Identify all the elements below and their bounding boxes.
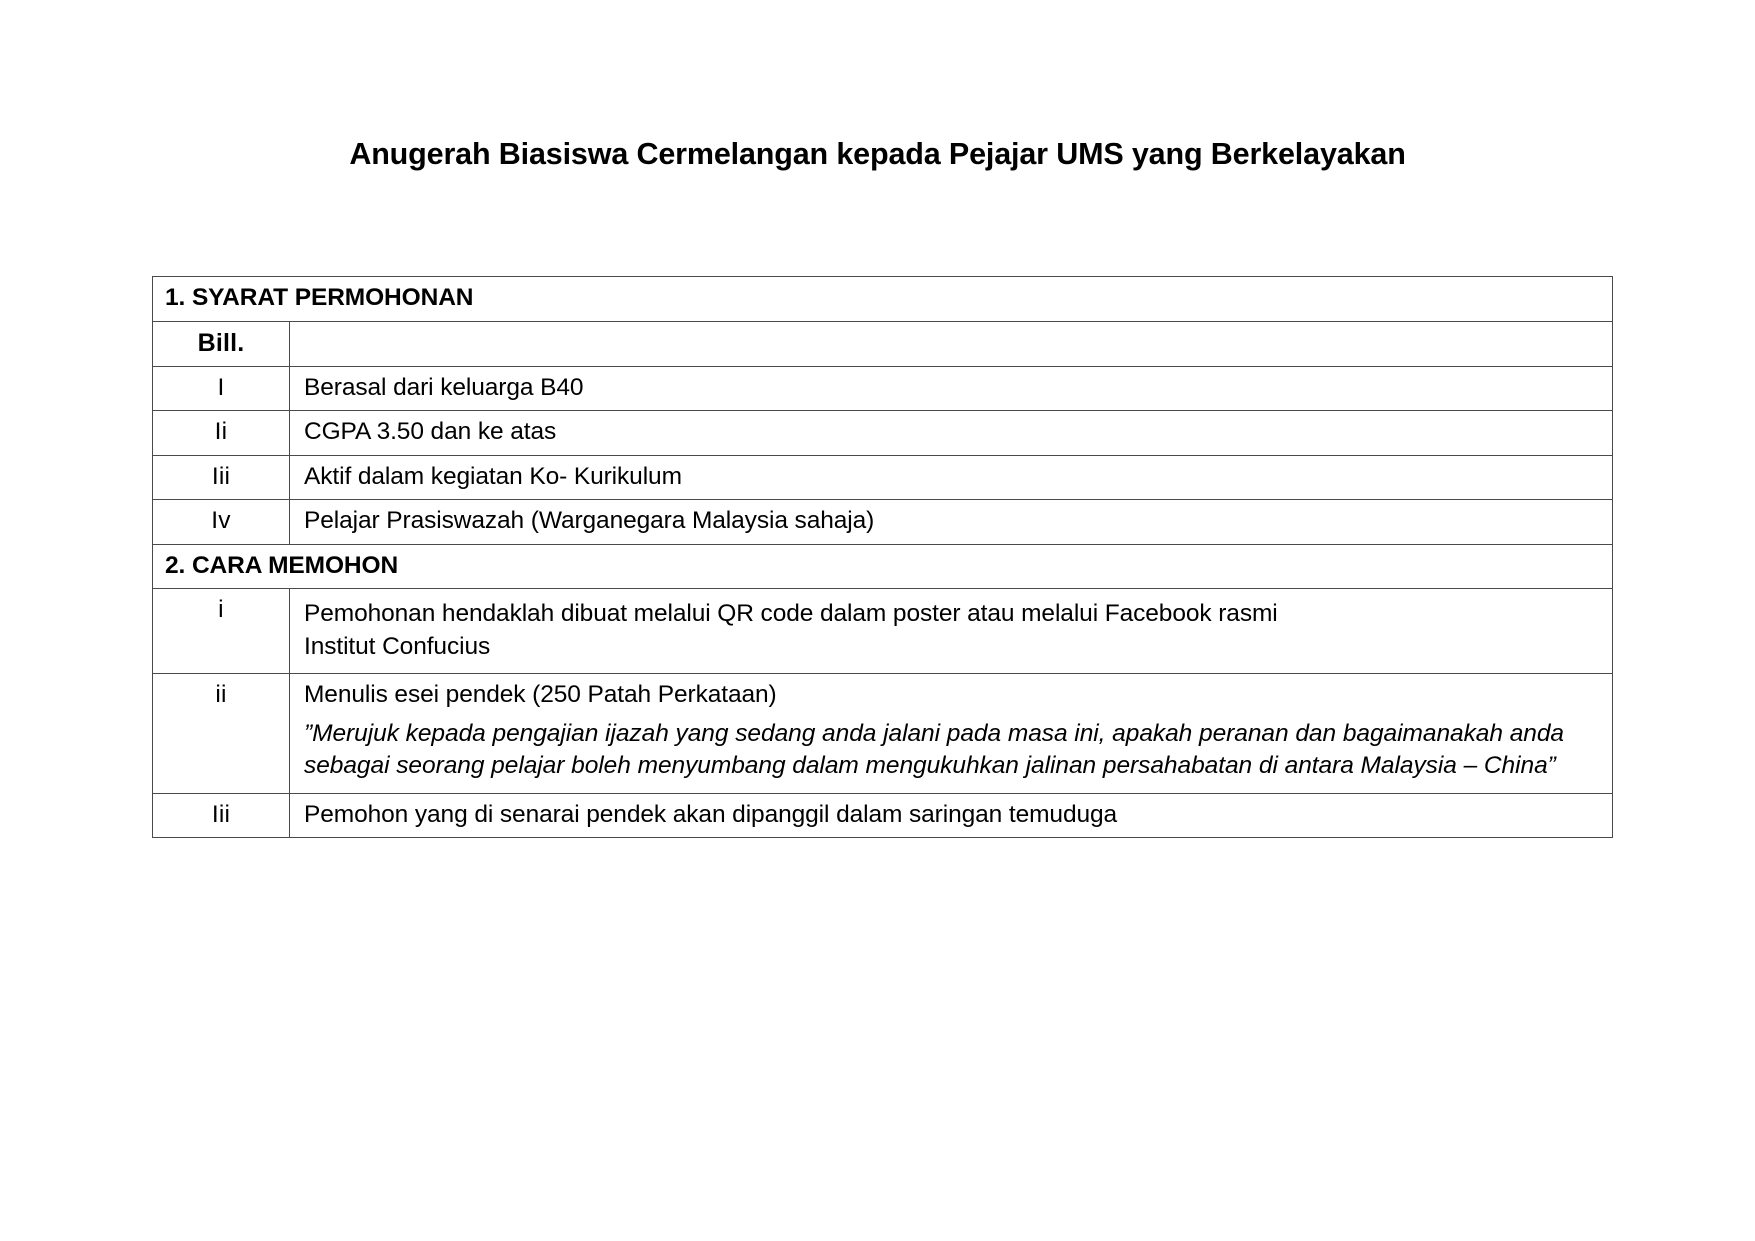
table-row — [153, 544, 1613, 589]
row-text: Aktif dalam kegiatan Ko- Kurikulum — [290, 455, 1613, 500]
table-row — [153, 674, 1613, 794]
section-heading-syarat-permohonan: 1. SYARAT PERMOHONAN — [153, 277, 1613, 322]
table-row — [153, 793, 1613, 838]
row-text: Pemohon yang di senarai pendek akan dipanggil dalam saringan temuduga — [290, 793, 1613, 838]
row-number: Iv — [153, 500, 290, 545]
row-number: I — [153, 366, 290, 411]
row-text: Berasal dari keluarga B40 — [290, 366, 1613, 411]
row-number: Ii — [153, 411, 290, 456]
row-text — [290, 589, 1613, 674]
column-header-description — [290, 321, 1613, 366]
row-number: Iii — [153, 793, 290, 838]
table-row — [153, 500, 1613, 545]
row-text — [290, 674, 1613, 794]
table-row — [153, 277, 1613, 322]
table-row — [153, 321, 1613, 366]
row-text-line-1: Pemohonan hendaklah dibuat melalui QR code dalam poster atau melalui Facebook rasmi — [304, 600, 1278, 627]
row-number: ii — [153, 674, 290, 794]
row-number: i — [153, 589, 290, 674]
requirements-table-wrapper — [152, 276, 1612, 838]
page-title: Anugerah Biasiswa Cermelangan kepada Pejajar UMS yang Berkelayakan — [349, 137, 1406, 171]
section-heading-cara-memohon: 2. CARA MEMOHON — [153, 544, 1613, 589]
essay-prompt-quote: ”Merujuk kepada pengajian ijazah yang sedang anda jalani pada masa ini, apakah peranan dan bagaimanakah anda sebagai seorang pelajar boleh menyumbang dalam mengukuhkan jalinan persahabatan di antara Malaysia – China” — [304, 719, 1565, 780]
essay-instruction: Menulis esei pendek (250 Patah Perkataan) — [304, 681, 777, 709]
table-row — [153, 411, 1613, 456]
row-text: CGPA 3.50 dan ke atas — [290, 411, 1613, 456]
column-header-bill: Bill. — [153, 321, 290, 366]
row-number: Iii — [153, 455, 290, 500]
row-text: Pelajar Prasiswazah (Warganegara Malaysia sahaja) — [290, 500, 1613, 545]
requirements-table — [152, 276, 1613, 838]
table-row — [153, 455, 1613, 500]
table-row — [153, 589, 1613, 674]
row-text-line-2: Institut Confucius — [304, 632, 491, 660]
table-row — [153, 366, 1613, 411]
